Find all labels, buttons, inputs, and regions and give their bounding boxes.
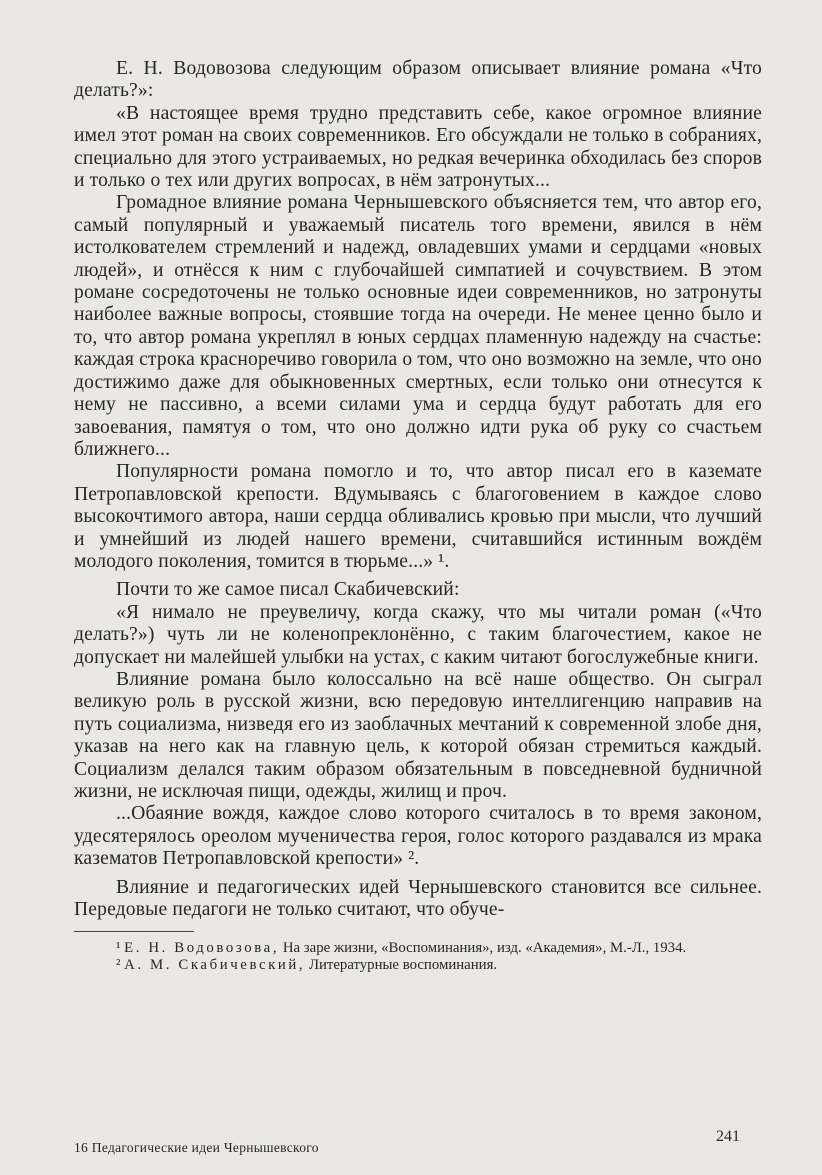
footnote-text: На заре жизни, «Воспоминания», изд. «Академия», М.-Л., 1934. — [282, 940, 687, 957]
quote-paragraph: ...Обаяние вождя, каждое слово которого считалось в то время законом, удесятерялось ореолом мученичества героя, голос которого раздавался из мрака казематов Петропавловской крепости» ². — [74, 803, 762, 870]
quote-paragraph: «Я нимало не преувеличу, когда скажу, что мы читали роман («Что делать?») чуть ли не коленопреклонённо, с таким благочестием, какое не допускает ни малейшей улыбки на устах, с каким читают богослужебные книги. — [74, 601, 762, 668]
footnote-divider — [74, 931, 194, 932]
footnote-marker: ¹ — [116, 940, 121, 957]
printer-signature: 16 Педагогические идеи Чернышевского — [74, 1140, 319, 1155]
quote-paragraph: Громадное влияние романа Чернышевского объясняется тем, что автор его, самый популярный и уважаемый писатель того времени, явился в нём истолкователем стремлений и надежд, овладевших умами и сердцами «новых людей», и отнёсся к ним с глубочайшей симпатией и сочувствием. В этом романе сосредоточены не только основные идеи современников, но затронуты наиболее важные вопросы, стоявшие тогда на очереди. Не менее ценно было и то, что автор романа укреплял в юных сердцах пламенную надежду на счастье: каждая строка красноречиво говорила о том, что оно возможно на земле, что оно достижимо даже для обыкновенных смертных, если только они отнесутся к нему не пассивно, а всеми силами ума и сердца будут работать для его завоевания, памятуя о том, что оно должно идти рука об руку со счастьем ближнего... — [74, 192, 762, 460]
footnote-1 — [74, 940, 762, 957]
footnotes — [74, 931, 762, 974]
footnote-marker: ² — [116, 957, 121, 974]
paragraph: Е. Н. Водовозова следующим образом описывает влияние романа «Что делать?»: — [74, 58, 762, 102]
quote-paragraph: Влияние романа было колоссально на всё наше общество. Он сыграл великую роль в русской жизни, всю передовую интеллигенцию направив на путь социализма, низведя его из заоблачных мечтаний к современной злобе дня, указав на него как на главную цель, к которой обязан стремиться каждый. Социализм делался таким образом обязательным в повседневной будничной жизни, не исключая пищи, одежды, жилищ и проч. — [74, 668, 762, 802]
footnote-author: Е. Н. Водовозова, — [124, 940, 280, 957]
footnote-author: А. М. Скабичевский, — [124, 957, 306, 974]
quote-paragraph: Популярности романа помогло и то, что автор писал его в каземате Петропавловской крепости. Вдумываясь с благоговением в каждое слово высокочтимого автора, наши сердца обливались кровью при мысли, что лучший и умнейший из людей нашего времени, считавшийся истинным вождём молодого поколения, томится в тюрьме...» ¹. — [74, 461, 762, 572]
paragraph: Влияние и педагогических идей Чернышевского становится все сильнее. Передовые педагоги не только считают, что обуче- — [74, 876, 762, 921]
quote-paragraph: «В настоящее время трудно представить себе, какое огромное влияние имел этот роман на своих современников. Его обсуждали не только в собраниях, специально для этого устраиваемых, но редкая вечеринка обходилась без споров и только о тех или других вопросах, в нём затронутых... — [74, 102, 762, 192]
paragraph: Почти то же самое писал Скабичевский: — [116, 579, 460, 601]
body-text — [74, 58, 762, 921]
footnote-2 — [74, 957, 762, 974]
footnote-text: Литературные воспоминания. — [308, 957, 498, 974]
page-number: 241 — [716, 1128, 740, 1145]
